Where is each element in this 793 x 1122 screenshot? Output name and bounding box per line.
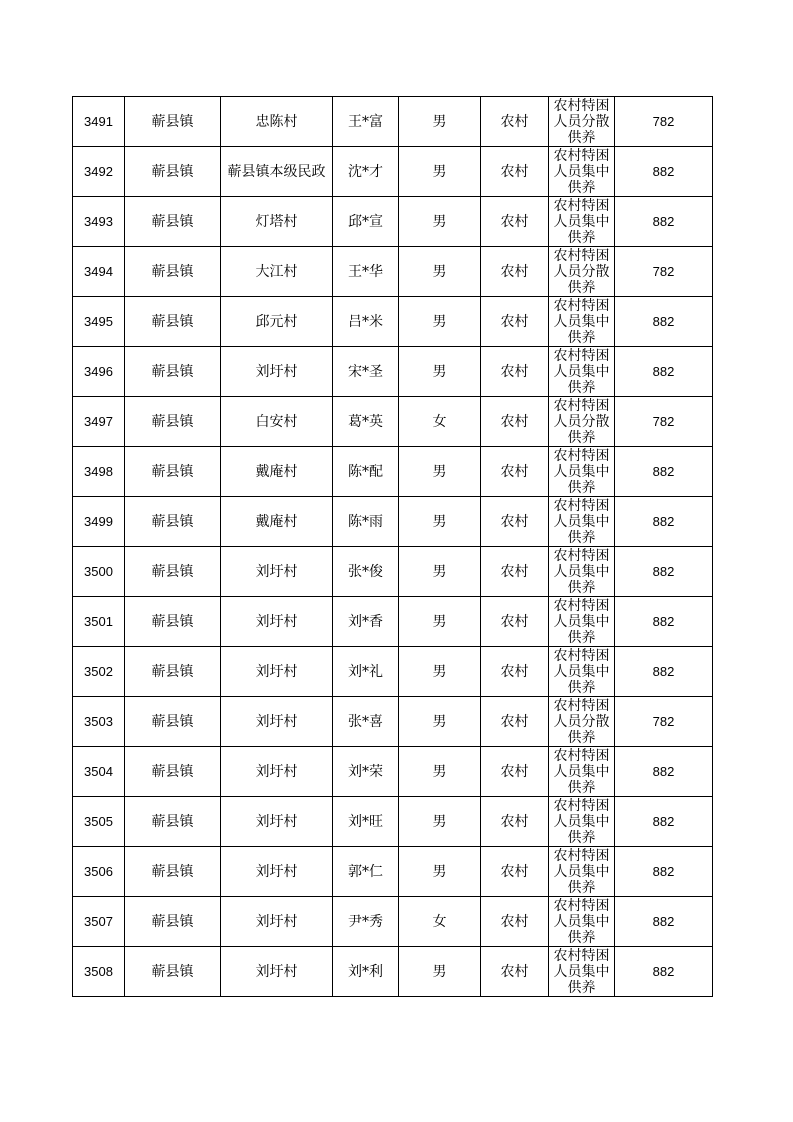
table-row [73,647,713,697]
village-cell: 戴庵村 [221,497,333,547]
row-number-cell: 3503 [73,697,125,747]
town-cell: 蕲县镇 [125,747,221,797]
residence-type-cell: 农村 [481,647,549,697]
table-row [73,447,713,497]
residence-type-cell: 农村 [481,797,549,847]
support-type-cell [549,597,615,647]
person-name-cell: 刘*荣 [333,747,399,797]
support-type-text: 农村特困人员集中供养 [553,348,610,395]
gender-cell: 男 [399,297,481,347]
gender-cell: 女 [399,397,481,447]
residence-type-cell: 农村 [481,747,549,797]
table-row [73,747,713,797]
support-type-text: 农村特困人员集中供养 [553,748,610,795]
gender-cell: 男 [399,647,481,697]
support-type-cell [549,897,615,947]
support-type-text: 农村特困人员集中供养 [553,848,610,895]
support-type-cell [549,847,615,897]
residence-type-cell: 农村 [481,597,549,647]
support-type-cell [549,397,615,447]
row-number-cell: 3508 [73,947,125,997]
gender-cell: 男 [399,947,481,997]
gender-cell: 男 [399,547,481,597]
table-row [73,597,713,647]
village-cell: 刘圩村 [221,847,333,897]
table-row [73,397,713,447]
person-name-cell: 陈*配 [333,447,399,497]
table-row [73,947,713,997]
support-type-cell [549,497,615,547]
table-row [73,197,713,247]
gender-cell: 男 [399,597,481,647]
row-number-cell: 3500 [73,547,125,597]
support-type-cell [549,447,615,497]
residence-type-cell: 农村 [481,847,549,897]
support-type-text: 农村特困人员集中供养 [553,648,610,695]
person-name-cell: 刘*礼 [333,647,399,697]
amount-cell: 882 [615,797,713,847]
support-type-cell [549,947,615,997]
residence-type-cell: 农村 [481,97,549,147]
support-type-text: 农村特困人员集中供养 [553,148,610,195]
residence-type-cell: 农村 [481,197,549,247]
row-number-cell: 3492 [73,147,125,197]
roster-body [73,97,713,997]
town-cell: 蕲县镇 [125,297,221,347]
amount-cell: 882 [615,147,713,197]
amount-cell: 882 [615,347,713,397]
support-type-text: 农村特困人员分散供养 [553,398,610,445]
support-type-text: 农村特困人员集中供养 [553,798,610,845]
amount-cell: 882 [615,497,713,547]
support-type-cell [549,97,615,147]
person-name-cell: 沈*才 [333,147,399,197]
row-number-cell: 3495 [73,297,125,347]
support-type-cell [549,247,615,297]
gender-cell: 男 [399,797,481,847]
residence-type-cell: 农村 [481,897,549,947]
table-row [73,897,713,947]
amount-cell: 882 [615,547,713,597]
support-type-text: 农村特困人员集中供养 [553,898,610,945]
gender-cell: 男 [399,247,481,297]
village-cell: 刘圩村 [221,647,333,697]
residence-type-cell: 农村 [481,247,549,297]
support-type-cell [549,547,615,597]
row-number-cell: 3493 [73,197,125,247]
amount-cell: 882 [615,747,713,797]
table-row [73,97,713,147]
person-name-cell: 王*华 [333,247,399,297]
town-cell: 蕲县镇 [125,947,221,997]
person-name-cell: 吕*米 [333,297,399,347]
person-name-cell: 刘*旺 [333,797,399,847]
support-type-text: 农村特困人员分散供养 [553,698,610,745]
residence-type-cell: 农村 [481,397,549,447]
table-row [73,247,713,297]
town-cell: 蕲县镇 [125,847,221,897]
gender-cell: 男 [399,197,481,247]
village-cell: 邱元村 [221,297,333,347]
town-cell: 蕲县镇 [125,597,221,647]
village-cell: 刘圩村 [221,347,333,397]
gender-cell: 男 [399,347,481,397]
village-cell: 大江村 [221,247,333,297]
gender-cell: 男 [399,447,481,497]
table-row [73,497,713,547]
table-row [73,697,713,747]
support-type-cell [549,797,615,847]
row-number-cell: 3499 [73,497,125,547]
support-type-text: 农村特困人员集中供养 [553,498,610,545]
support-type-cell [549,347,615,397]
gender-cell: 男 [399,847,481,897]
roster-table [72,96,713,997]
village-cell: 刘圩村 [221,947,333,997]
town-cell: 蕲县镇 [125,897,221,947]
support-type-cell [549,747,615,797]
amount-cell: 882 [615,897,713,947]
village-cell: 刘圩村 [221,547,333,597]
support-type-cell [549,147,615,197]
row-number-cell: 3504 [73,747,125,797]
residence-type-cell: 农村 [481,697,549,747]
residence-type-cell: 农村 [481,947,549,997]
town-cell: 蕲县镇 [125,797,221,847]
person-name-cell: 邱*宣 [333,197,399,247]
person-name-cell: 王*富 [333,97,399,147]
residence-type-cell: 农村 [481,547,549,597]
row-number-cell: 3498 [73,447,125,497]
support-type-text: 农村特困人员分散供养 [553,248,610,295]
gender-cell: 男 [399,97,481,147]
village-cell: 刘圩村 [221,597,333,647]
village-cell: 戴庵村 [221,447,333,497]
table-row [73,347,713,397]
row-number-cell: 3491 [73,97,125,147]
support-type-text: 农村特困人员集中供养 [553,598,610,645]
row-number-cell: 3502 [73,647,125,697]
town-cell: 蕲县镇 [125,97,221,147]
residence-type-cell: 农村 [481,347,549,397]
town-cell: 蕲县镇 [125,397,221,447]
town-cell: 蕲县镇 [125,147,221,197]
town-cell: 蕲县镇 [125,697,221,747]
residence-type-cell: 农村 [481,147,549,197]
village-cell: 白安村 [221,397,333,447]
person-name-cell: 张*俊 [333,547,399,597]
village-cell: 蕲县镇本级民政 [221,147,333,197]
amount-cell: 882 [615,297,713,347]
village-cell: 刘圩村 [221,797,333,847]
gender-cell: 男 [399,747,481,797]
support-type-text: 农村特困人员分散供养 [553,98,610,145]
row-number-cell: 3494 [73,247,125,297]
table-row [73,297,713,347]
town-cell: 蕲县镇 [125,497,221,547]
table-row [73,547,713,597]
person-name-cell: 陈*雨 [333,497,399,547]
row-number-cell: 3497 [73,397,125,447]
person-name-cell: 葛*英 [333,397,399,447]
gender-cell: 女 [399,897,481,947]
town-cell: 蕲县镇 [125,647,221,697]
row-number-cell: 3496 [73,347,125,397]
amount-cell: 882 [615,197,713,247]
support-type-text: 农村特困人员集中供养 [553,298,610,345]
amount-cell: 882 [615,947,713,997]
town-cell: 蕲县镇 [125,247,221,297]
support-type-text: 农村特困人员集中供养 [553,948,610,995]
village-cell: 刘圩村 [221,697,333,747]
town-cell: 蕲县镇 [125,347,221,397]
village-cell: 刘圩村 [221,897,333,947]
support-type-cell [549,197,615,247]
row-number-cell: 3506 [73,847,125,897]
amount-cell: 882 [615,847,713,897]
row-number-cell: 3501 [73,597,125,647]
table-row [73,847,713,897]
support-type-text: 农村特困人员集中供养 [553,448,610,495]
amount-cell: 882 [615,647,713,697]
support-type-cell [549,297,615,347]
row-number-cell: 3505 [73,797,125,847]
amount-cell: 882 [615,597,713,647]
person-name-cell: 宋*圣 [333,347,399,397]
residence-type-cell: 农村 [481,297,549,347]
amount-cell: 882 [615,447,713,497]
amount-cell: 782 [615,247,713,297]
town-cell: 蕲县镇 [125,447,221,497]
person-name-cell: 刘*香 [333,597,399,647]
support-type-text: 农村特困人员集中供养 [553,548,610,595]
village-cell: 刘圩村 [221,747,333,797]
row-number-cell: 3507 [73,897,125,947]
support-type-cell [549,697,615,747]
person-name-cell: 张*喜 [333,697,399,747]
table-row [73,797,713,847]
person-name-cell: 郭*仁 [333,847,399,897]
person-name-cell: 刘*利 [333,947,399,997]
support-type-cell [549,647,615,697]
gender-cell: 男 [399,147,481,197]
village-cell: 灯塔村 [221,197,333,247]
residence-type-cell: 农村 [481,497,549,547]
support-type-text: 农村特困人员集中供养 [553,198,610,245]
gender-cell: 男 [399,497,481,547]
town-cell: 蕲县镇 [125,547,221,597]
amount-cell: 782 [615,397,713,447]
residence-type-cell: 农村 [481,447,549,497]
amount-cell: 782 [615,97,713,147]
gender-cell: 男 [399,697,481,747]
town-cell: 蕲县镇 [125,197,221,247]
table-row [73,147,713,197]
village-cell: 忠陈村 [221,97,333,147]
amount-cell: 782 [615,697,713,747]
person-name-cell: 尹*秀 [333,897,399,947]
